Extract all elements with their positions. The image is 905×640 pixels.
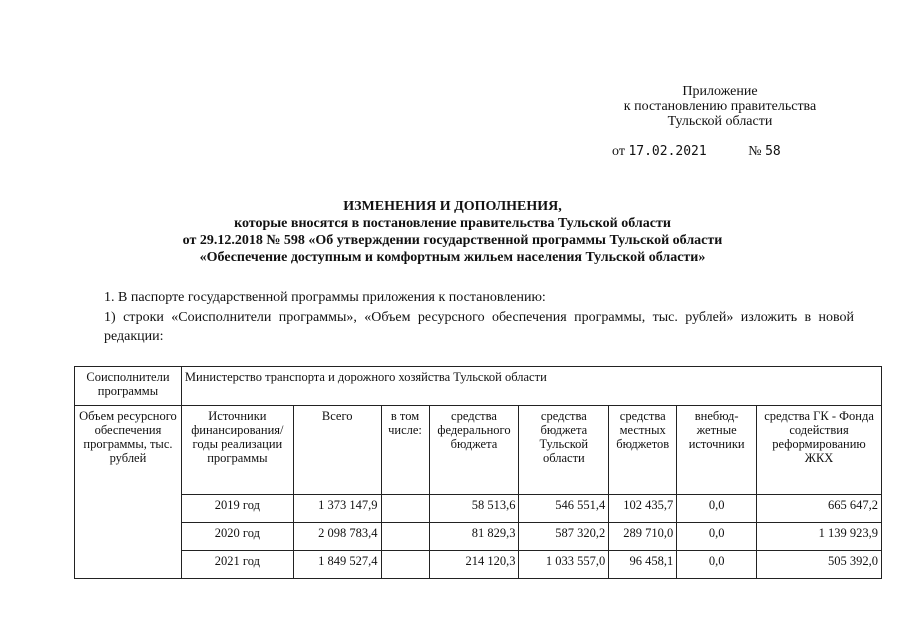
cell-fund: 665 647,2: [757, 495, 882, 523]
document-number: 58: [765, 144, 781, 159]
row-year: 2019 год: [181, 495, 293, 523]
cell-fund: 505 392,0: [757, 551, 882, 579]
volume-label: Объем ресурсного обеспечения программы, тыс. рублей: [75, 406, 182, 579]
paragraph-2-text: 1) строки «Соисполнители программы», «Объем ресурсного обеспечения программы, тыс. рублей» изложить в новой редакции:: [104, 310, 854, 344]
document-date-number: [612, 144, 781, 160]
table-row: [75, 523, 882, 551]
appendix-line2: к постановлению правительства: [623, 99, 817, 114]
cell-extrabudget: 0,0: [677, 523, 757, 551]
cell-total: 1 373 147,9: [293, 495, 381, 523]
cell-federal: 214 120,3: [429, 551, 519, 579]
table-row: [75, 495, 882, 523]
title-line4: «Обеспечение доступным и комфортным жильем населения Тульской области»: [199, 250, 706, 265]
header-extrabudget: внебюд-жетные источники: [677, 406, 757, 495]
cell-local: 289 710,0: [609, 523, 677, 551]
cell-federal: 81 829,3: [429, 523, 519, 551]
appendix-line1: Приложение: [682, 84, 758, 99]
cell-local: 102 435,7: [609, 495, 677, 523]
header-federal: средства федерального бюджета: [429, 406, 519, 495]
row-year: 2021 год: [181, 551, 293, 579]
table-header-row: [75, 406, 882, 495]
header-sources: Источники финансирования/ годы реализации программы: [181, 406, 293, 495]
paragraph-1-text: 1. В паспорте государственной программы приложения к постановлению:: [104, 290, 546, 305]
coexecutors-value: Министерство транспорта и дорожного хозяйства Тульской области: [181, 367, 881, 406]
document-title: [0, 198, 905, 266]
cell-regional: 1 033 557,0: [519, 551, 609, 579]
cell-extrabudget: 0,0: [677, 495, 757, 523]
document-date: 17.02.2021: [628, 144, 707, 159]
cell-regional: 546 551,4: [519, 495, 609, 523]
title-line1: ИЗМЕНЕНИЯ И ДОПОЛНЕНИЯ,: [343, 199, 562, 214]
title-line2: которые вносятся в постановление правительства Тульской области: [234, 216, 671, 231]
cell-total: 1 849 527,4: [293, 551, 381, 579]
header-including: в том числе:: [381, 406, 429, 495]
header-local: средства местных бюджетов: [609, 406, 677, 495]
table-row-coexecutors: [75, 367, 882, 406]
cell-including: [381, 523, 429, 551]
appendix-header: [560, 84, 880, 129]
header-fund: средства ГК - Фонда содействия реформированию ЖКХ: [757, 406, 882, 495]
paragraph-2: [76, 308, 854, 346]
cell-total: 2 098 783,4: [293, 523, 381, 551]
resource-table: [74, 366, 882, 579]
row-year: 2020 год: [181, 523, 293, 551]
cell-including: [381, 551, 429, 579]
cell-fund: 1 139 923,9: [757, 523, 882, 551]
date-prefix: от: [612, 144, 625, 159]
title-line3: от 29.12.2018 № 598 «Об утверждении государственной программы Тульской области: [182, 233, 723, 248]
coexecutors-label: Соисполнители программы: [75, 367, 182, 406]
cell-local: 96 458,1: [609, 551, 677, 579]
paragraph-1: [76, 288, 854, 307]
appendix-line3: Тульской области: [667, 114, 773, 129]
header-regional: средства бюджета Тульской области: [519, 406, 609, 495]
table-row: [75, 551, 882, 579]
cell-federal: 58 513,6: [429, 495, 519, 523]
number-sign: №: [748, 144, 762, 159]
cell-including: [381, 495, 429, 523]
header-total: Всего: [293, 406, 381, 495]
cell-extrabudget: 0,0: [677, 551, 757, 579]
cell-regional: 587 320,2: [519, 523, 609, 551]
